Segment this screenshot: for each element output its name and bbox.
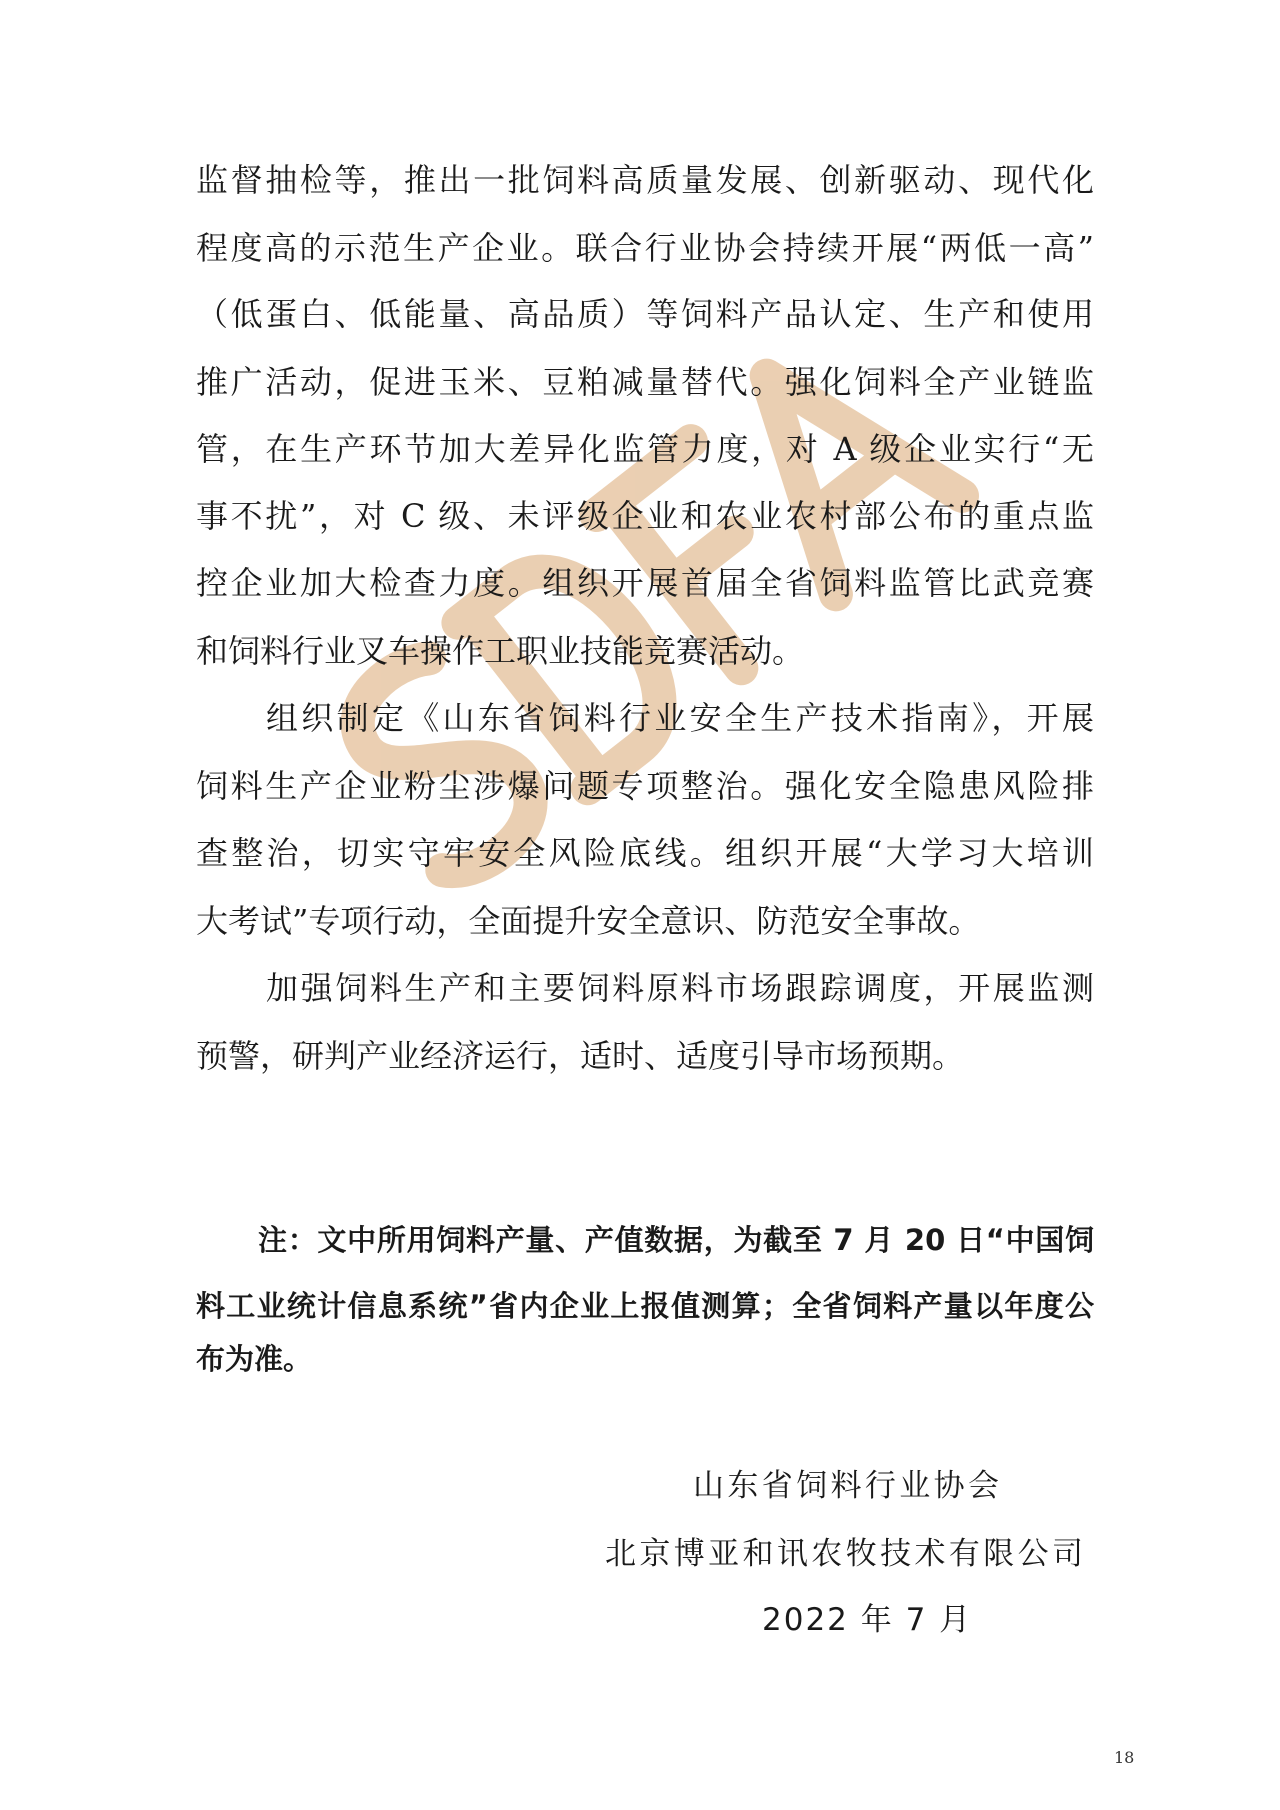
body-line: 程度高的示范生产企业。联合行业协会持续开展“两低一高” — [196, 229, 1094, 267]
body-line: 管，在生产环节加大差异化监管力度，对 A 级企业实行“无 — [196, 430, 1094, 468]
body-line: 组织制定《山东省饲料行业安全生产技术指南》，开展 — [266, 699, 1094, 737]
body-line: 饲料生产企业粉尘涉爆问题专项整治。强化安全隐患风险排 — [196, 767, 1094, 805]
note-line: 注：文中所用饲料产量、产值数据，为截至 7 月 20 日“中国饲 — [258, 1223, 1094, 1257]
body-line: 和饲料行业叉车操作工职业技能竞赛活动。 — [196, 632, 805, 670]
note-line: 料工业统计信息系统”省内企业上报值测算；全省饲料产量以年度公 — [196, 1289, 1094, 1323]
signature-org-1: 山东省饲料行业协会 — [693, 1468, 999, 1504]
body-line: 监督抽检等，推出一批饲料高质量发展、创新驱动、现代化 — [196, 161, 1094, 199]
signature-org-2: 北京博亚和讯农牧技术有限公司 — [605, 1536, 1083, 1572]
body-line: 加强饲料生产和主要饲料原料市场跟踪调度，开展监测 — [266, 969, 1094, 1007]
page-number: 18 — [1114, 1748, 1135, 1767]
body-line: 事不扰”，对 C 级、未评级企业和农业农村部公布的重点监 — [196, 497, 1094, 535]
body-line: （低蛋白、低能量、高品质）等饲料产品认定、生产和使用 — [196, 295, 1094, 333]
body-line: 预警，研判产业经济运行，适时、适度引导市场预期。 — [196, 1037, 965, 1075]
note-line: 布为准。 — [196, 1342, 313, 1376]
body-line: 查整治，切实守牢安全风险底线。组织开展“大学习大培训 — [196, 834, 1094, 872]
body-line: 控企业加大检查力度。组织开展首届全省饲料监管比武竞赛 — [196, 564, 1094, 602]
body-line: 大考试”专项行动，全面提升安全意识、防范安全事故。 — [196, 902, 981, 940]
signature-date: 2022 年 7 月 — [762, 1602, 973, 1638]
body-line: 推广活动，促进玉米、豆粕减量替代。强化饲料全产业链监 — [196, 363, 1094, 401]
